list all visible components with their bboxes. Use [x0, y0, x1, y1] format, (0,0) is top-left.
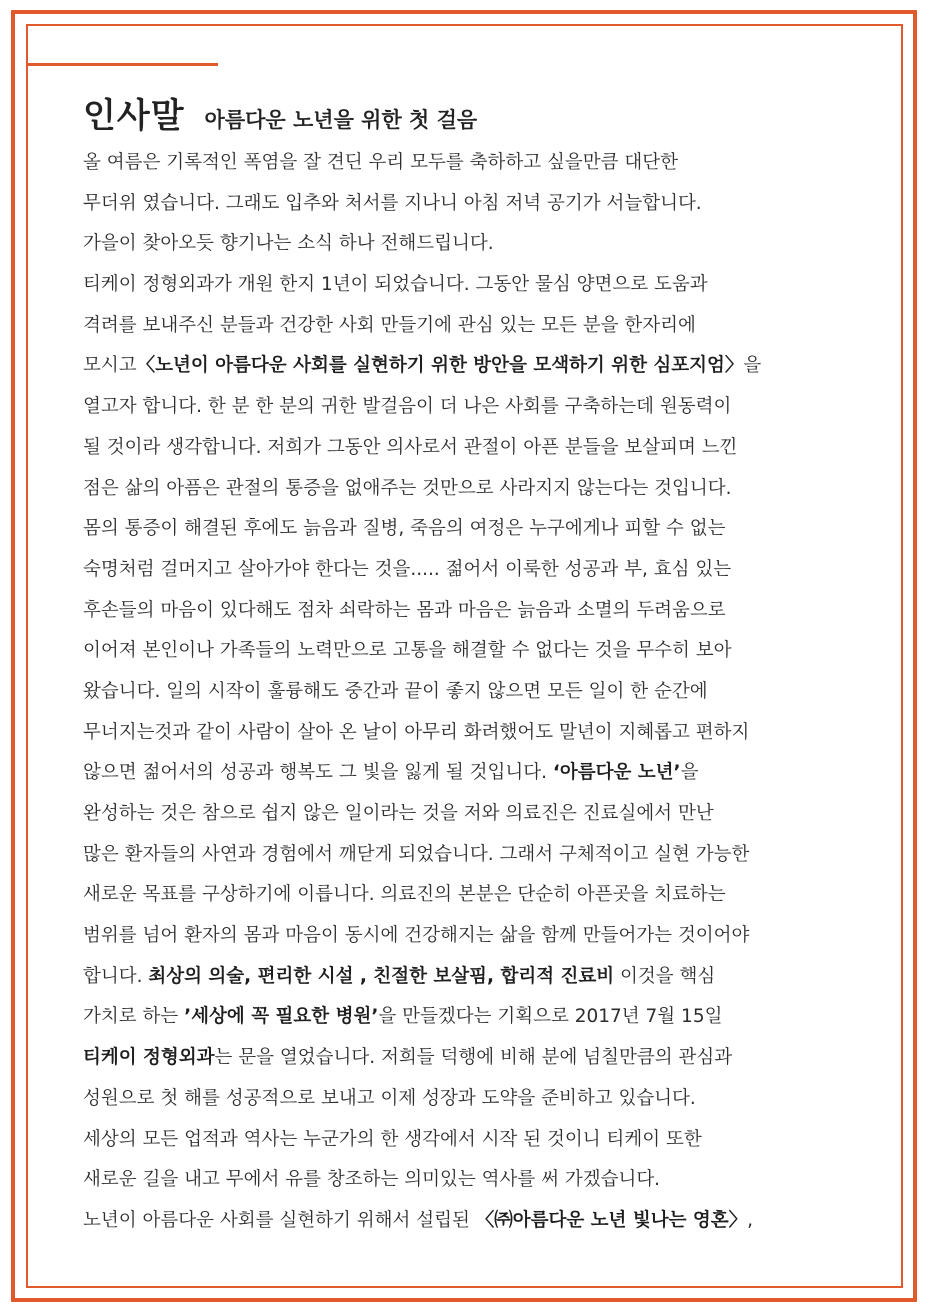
text-line	[83, 672, 883, 713]
text-line	[83, 550, 883, 591]
line-text: 열고자 합니다. 한 분 한 분의 귀한 발걸음이 더 나은 사회를 구축하는데 원동력이	[83, 396, 732, 418]
line-text: 될 것이라 생각합니다. 저희가 그동안 의사로서 관절이 아픈 분들을 보살피며 느낀	[83, 436, 738, 458]
emphasis-text: 티케이 정형외과	[83, 1047, 215, 1069]
line-text: 을	[680, 762, 699, 784]
line-text: 완성하는 것은 참으로 쉽지 않은 일이라는 것을 저와 의료진은 진료실에서 만난	[83, 803, 714, 824]
line-text: 왔습니다. 일의 시작이 훌륭해도 중간과 끝이 좋지 않으면 모든 일이 한 순간에	[83, 680, 708, 702]
text-line	[83, 997, 883, 1038]
line-text: 않으면 젊어서의 성공과 행복도 그 빛을 잃게 될 것입니다.	[83, 762, 553, 784]
text-line	[83, 469, 883, 510]
line-text: 무더위 였습니다. 그래도 입추와 처서를 지나니 아침 저녁 공기가 서늘합니다.	[83, 192, 702, 214]
text-line	[83, 631, 883, 672]
emphasis-text: 최상의 의술, 편리한 시설 , 친절한 보살핌, 합리적 진료비	[148, 965, 615, 987]
text-line	[83, 713, 883, 754]
line-text: 가을이 찾아오듯 향기나는 소식 하나 전해드립니다.	[83, 233, 494, 255]
emphasis-text: 〈㈜아름다운 노년 빛나는 영혼〉	[475, 1209, 748, 1231]
text-line	[83, 794, 883, 835]
text-line	[83, 509, 883, 550]
line-text: 이것을 핵심	[614, 965, 716, 987]
line-text: 을	[743, 355, 762, 377]
page-title: 인사말	[83, 96, 185, 136]
line-text: 티케이 정형외과가 개원 한지 1년이 되었습니다. 그동안 물심 양면으로 도움과	[83, 274, 708, 296]
text-line	[83, 957, 883, 998]
text-line	[83, 224, 883, 265]
emphasis-text: ‘아름다운 노년’	[552, 762, 681, 784]
line-text: 합니다.	[83, 965, 149, 987]
text-line	[83, 265, 883, 306]
text-line	[83, 346, 883, 387]
line-text: 격려를 보내주신 분들과 건강한 사회 만들기에 관심 있는 모든 분을 한자리에	[83, 314, 696, 336]
greeting-body	[83, 143, 883, 1242]
line-text: 많은 환자들의 사연과 경험에서 깨닫게 되었습니다. 그래서 구체적이고 실현 가능한	[83, 843, 750, 865]
text-line	[83, 1079, 883, 1120]
line-text: 후손들의 마음이 있다해도 점차 쇠락하는 몸과 마음은 늙음과 소멸의 두려움으로	[83, 599, 726, 621]
line-text: 성원으로 첫 해를 성공적으로 보내고 이제 성장과 도약을 준비하고 있습니다.	[83, 1087, 696, 1109]
text-line	[83, 1038, 883, 1079]
text-line	[83, 591, 883, 632]
text-line	[83, 387, 883, 428]
text-line	[83, 835, 883, 876]
line-text: 는 문을 열었습니다. 저희들 덕행에 비해 분에 넘칠만큼의 관심과	[214, 1047, 733, 1069]
text-line	[83, 916, 883, 957]
heading	[83, 88, 477, 137]
text-line	[83, 1120, 883, 1161]
line-text: 올 여름은 기록적인 폭염을 잘 견딘 우리 모두를 축하하고 싶을만큼 대단한	[83, 152, 678, 173]
page-subtitle: 아름다운 노년을 위한 첫 걸음	[204, 108, 478, 132]
line-text: 몸의 통증이 해결된 후에도 늙음과 질병, 죽음의 여정은 누구에게나 피할 수 없는	[83, 518, 726, 540]
text-line	[83, 1201, 883, 1242]
line-text: 을 만들겠다는 기획으로 2017년 7월 15일	[378, 1006, 723, 1028]
line-text: 노년이 아름다운 사회를 실현하기 위해서 설립된	[83, 1209, 476, 1231]
text-line	[83, 143, 883, 184]
emphasis-text: 〈노년이 아름다운 사회를 실현하기 위한 방안을 모색하기 위한 심포지엄〉	[136, 355, 744, 377]
line-text: 범위를 넘어 환자의 몸과 마음이 동시에 건강해지는 삶을 함께 만들어가는 것이어야	[83, 925, 750, 947]
line-text: 세상의 모든 업적과 역사는 누군가의 한 생각에서 시작 된 것이니 티케이 또한	[83, 1128, 702, 1150]
line-text: 무너지는것과 같이 사람이 살아 온 날이 아무리 화려했어도 말년이 지혜롭고 편하지	[83, 721, 750, 743]
line-text: 점은 삶의 아픔은 관절의 통증을 없애주는 것만으로 사라지지 않는다는 것입니다.	[83, 477, 732, 499]
text-line	[83, 184, 883, 225]
line-text: 이어져 본인이나 가족들의 노력만으로 고통을 해결할 수 없다는 것을 무수히 보아	[83, 640, 732, 662]
line-text: 새로운 목표를 구상하기에 이릅니다. 의료진의 본분은 단순히 아픈곳을 치료하는	[83, 884, 726, 906]
emphasis-text: ’세상에 꼭 필요한 병원’	[184, 1006, 379, 1028]
line-text: 새로운 길을 내고 무에서 유를 창조하는 의미있는 역사를 써 가겠습니다.	[83, 1169, 661, 1191]
accent-line	[26, 63, 218, 66]
line-text: ,	[747, 1209, 754, 1231]
line-text: 숙명처럼 걸머지고 살아가야 한다는 것을..... 젊어서 이룩한 성공과 부, 효심 있는	[83, 558, 732, 580]
text-line	[83, 428, 883, 469]
line-text: 가치로 하는	[83, 1006, 185, 1028]
text-line	[83, 753, 883, 794]
text-line	[83, 1160, 883, 1201]
line-text: 모시고	[83, 355, 137, 377]
text-line	[83, 875, 883, 916]
text-line	[83, 306, 883, 347]
